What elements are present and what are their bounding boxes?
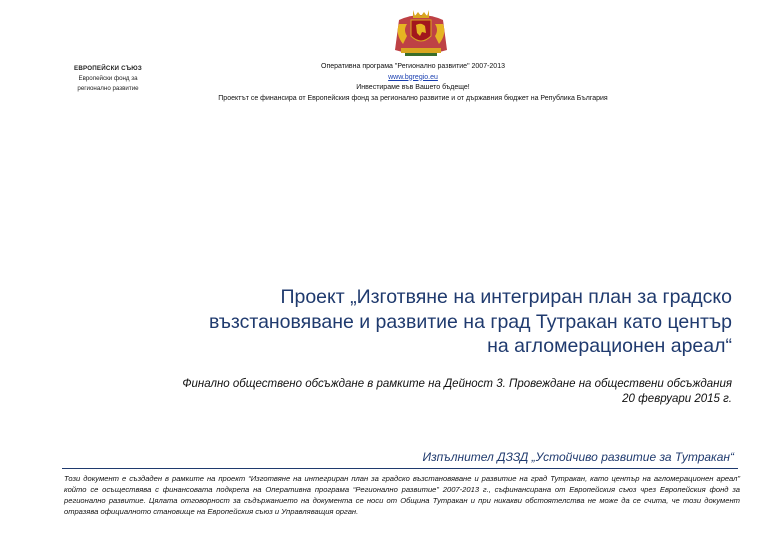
executor-label: Изпълнител ДЗЗД „Устойчиво развитие за Тутракан“ (422, 450, 734, 464)
event-description: Финално обществено обсъждане в рамките на Дейност 3. Провеждане на обществени обсъждания (182, 378, 732, 390)
programme-slogan: Инвестираме във Вашето бъдеще! (356, 84, 470, 91)
project-title (112, 285, 732, 359)
eu-title: ЕВРОПЕЙСКИ СЪЮЗ (74, 65, 142, 72)
eu-fund-block (58, 64, 158, 94)
project-title-line3: на агломерационен ареал“ (487, 335, 732, 357)
eu-fund-line1: Европейски фонд за (78, 75, 138, 82)
programme-header (170, 62, 656, 104)
programme-title: Оперативна програма "Регионално развитие" 2007-2013 (321, 63, 505, 70)
disclaimer-text: Този документ е създаден в рамките на проект “Изготвяне на интегриран план за градско възстановяване и развитие на град Тутракан, като център на агломерационен ареал” който се осъществява с финансовата подкрепа на Оперативна програма “Регионално развитие” 2007-2013 г., съфинансирана от Европейския съюз чрез Европейския фонд за регионално развитие. Цялата отговорност за съдържанието на документа се носи от Община Тутракан и при никакви обстоятелства не може да се счита, че този документ отразява официалното становище на Европейския съюз и Управляващия орган. (64, 474, 740, 516)
eu-fund-line2: регионално развитие (77, 85, 139, 92)
programme-financing: Проектът се финансира от Европейския фонд за регионално развитие и от държавния бюджет на Република България (218, 94, 608, 102)
divider (62, 468, 738, 469)
event-subtitle (132, 377, 732, 407)
event-date: 20 февруари 2015 г. (622, 393, 732, 405)
programme-website-link[interactable]: www.bgregio.eu (388, 73, 438, 81)
project-title-line2: възстановяване и развитие на град Тутракан като център (208, 310, 732, 333)
project-title-line1: Проект „Изготвяне на интегриран план за градско (280, 286, 732, 308)
coat-of-arms-icon (385, 6, 457, 60)
